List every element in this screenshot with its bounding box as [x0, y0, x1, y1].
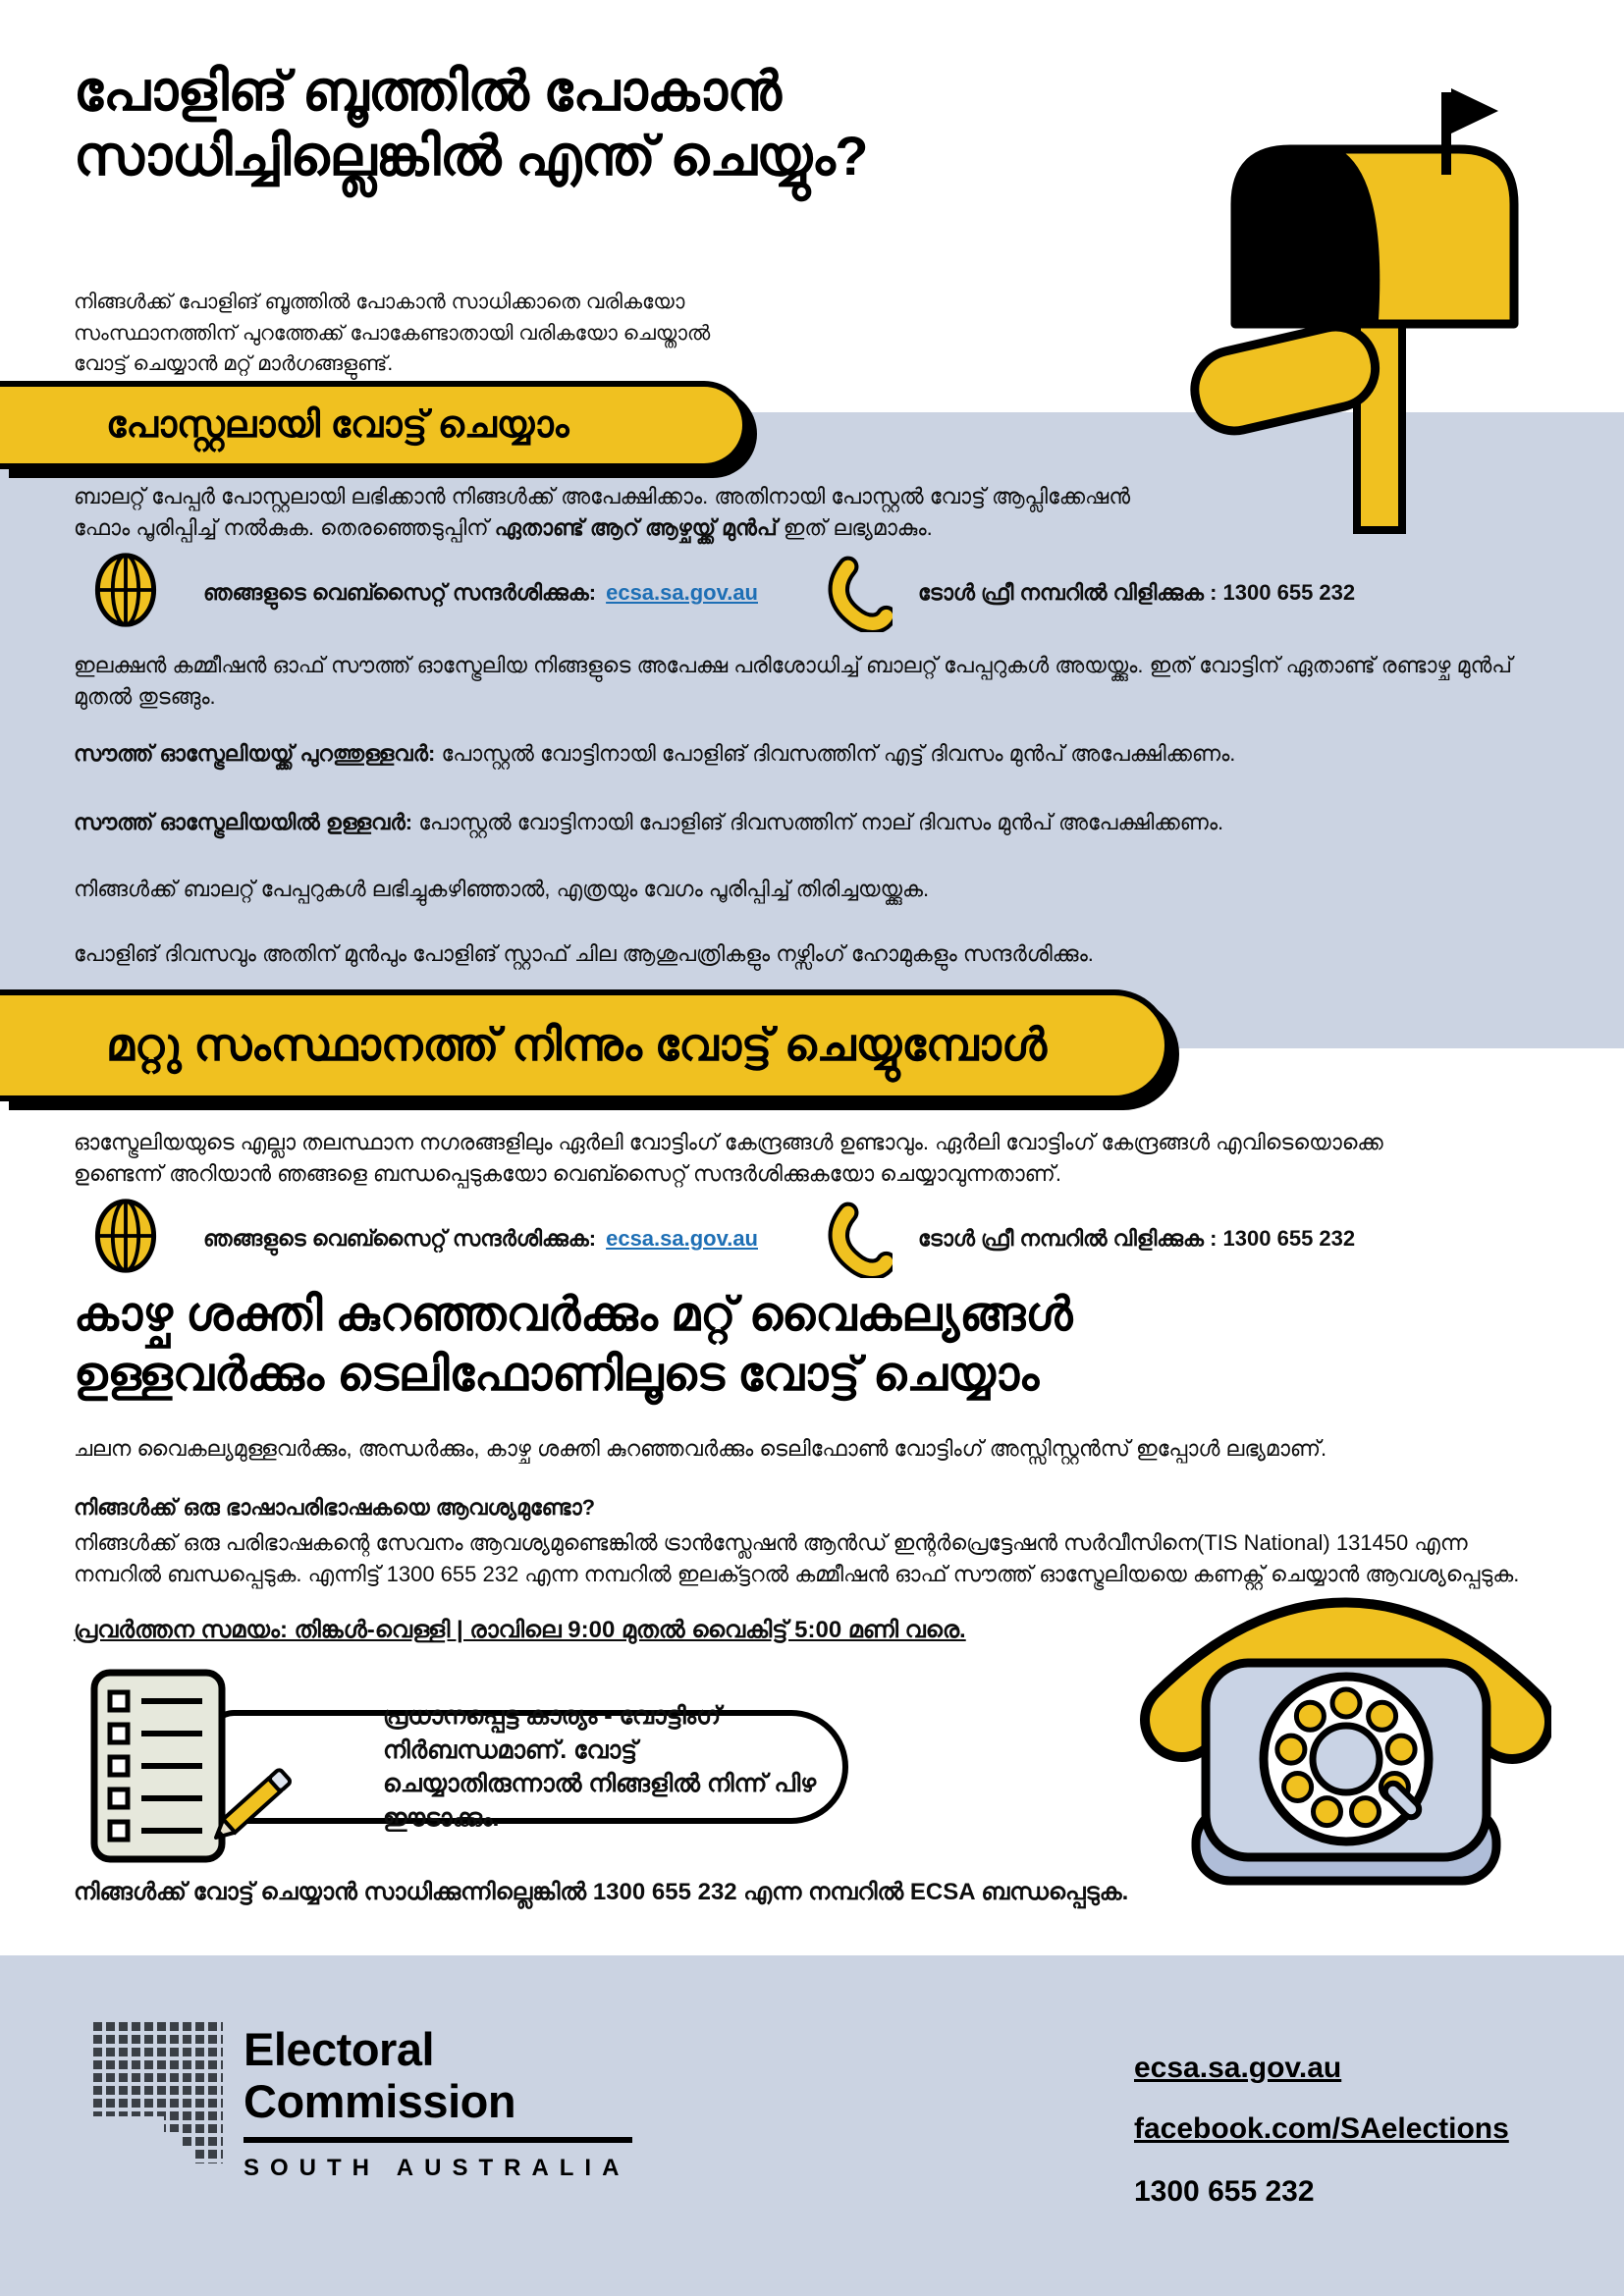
postal-p3-rest: പോസ്റ്റൽ വോട്ടിനായി പോളിങ് ദിവസത്തിന് എട്ട് ദിവസം മുൻപ് അപേക്ഷിക്കണം.	[435, 741, 1236, 766]
website-link[interactable]: ecsa.sa.gov.au	[606, 580, 758, 605]
postal-p1-bold-text: ഏതാണ്ട് ആറ് ആഴ്ചയ്ക്ക് മുൻപ്	[494, 514, 778, 540]
callout-text	[383, 1699, 842, 1835]
checklist-clipboard-icon	[90, 1669, 326, 1865]
postal-paragraph-6: പോളിങ് ദിവസവും അതിന് മുൻപും പോളിങ് സ്റ്റാഫ് ചില ആശുപത്രികളും നഴ്സിംഗ് ഹോമുകളും സന്ദർശിക്കും.	[74, 941, 1094, 966]
contact-row-postal	[93, 550, 1556, 636]
logo-commission: Commission	[244, 2074, 516, 2127]
mailbox-flag-pole	[1441, 92, 1451, 175]
page-title	[74, 59, 868, 187]
website-label	[203, 1226, 758, 1252]
footer-phone-number: 1300 655 232	[1134, 2175, 1315, 2208]
mailbox-flag-icon	[1451, 88, 1498, 133]
website-link[interactable]: ecsa.sa.gov.au	[606, 1226, 758, 1251]
south-australia-pixel-map-logo	[93, 2022, 229, 2164]
banner-postal-label: പോസ്റ്റലായി വോട്ട് ചെയ്യാം	[106, 403, 569, 446]
postal-p3-lead: സൗത്ത് ഓസ്ട്രേലിയയ്ക്ക് പുറത്തുള്ളവർ:	[74, 741, 436, 766]
website-label	[203, 580, 758, 606]
postal-paragraph-5: നിങ്ങൾക്ക് ബാലറ്റ് പേപ്പറുകൾ ലഭിച്ചുകഴിഞ്ഞാൽ, എത്രയും വേഗം പൂരിപ്പിച്ച് തിരിച്ചയയ്ക്കുക.	[74, 877, 930, 901]
banner-interstate-label: മറ്റു സംസ്ഥാനത്ത് നിന്നും വോട്ട് ചെയ്യുമ്പോൾ	[106, 1019, 1048, 1070]
postal-p4-rest: പോസ്റ്റൽ വോട്ടിനായി പോളിങ് ദിവസത്തിന് നാല് ദിവസം മുൻപ് അപേക്ഷിക്കണം.	[412, 810, 1224, 834]
website-label-text: ഞങ്ങളുടെ വെബ്സൈറ്റ് സന്ദർശിക്കുക:	[203, 580, 597, 605]
operating-hours: പ്രവർത്തന സമയം: തിങ്കൾ-വെള്ളി | രാവിലെ 9:00 മുതൽ വൈകിട്ട് 5:00 മണി വരെ.	[74, 1617, 966, 1643]
globe-icon	[93, 1196, 158, 1276]
tollfree-label: ടോൾ ഫ്രീ നമ്പറിൽ വിളിക്കുക : 1300 655 232	[918, 580, 1356, 605]
globe-icon	[93, 550, 158, 630]
postal-paragraph-4	[74, 807, 1556, 838]
interpreter-question: നിങ്ങൾക്ക് ഒരു ഭാഷാപരിഭാഷകയെ ആവശ്യമുണ്ടോ?	[74, 1495, 596, 1520]
phone-handset-icon	[828, 1200, 893, 1278]
postal-p1-text: ബാലറ്റ് പേപ്പർ പോസ്റ്റലായി ലഭിക്കാൻ നിങ്ങൾക്ക് അപേക്ഷിക്കാം. അതിനായി പോസ്റ്റൽ വോട്ട് ആപ്ലിക്കേഷൻ ഫോം പൂരിപ്പിച്ച് നൽകുക. തെരഞ്ഞെടുപ്പിന്	[74, 484, 1131, 540]
logo-electoral: Electoral	[244, 2023, 435, 2075]
postal-paragraph-2: ഇലക്ഷൻ കമ്മീഷൻ ഓഫ് സൗത്ത് ഓസ്ട്രേലിയ നിങ്ങളുടെ അപേക്ഷ പരിശോധിച്ച് ബാലറ്റ് പേപ്പറുകൾ അയയ്ക്കും. ഇത് വോട്ടിന് ഏതാണ്ട് രണ്ടാഴ്ച മുൻപ് മുതൽ തുടങ്ങും.	[74, 653, 1513, 709]
electoral-commission-logo	[244, 2024, 632, 2182]
cannot-vote-note: നിങ്ങൾക്ക് വോട്ട് ചെയ്യാൻ സാധിക്കുന്നില്ലെങ്കിൽ 1300 655 232 എന്ന നമ്പറിൽ ECSA ബന്ധപ്പെടുക.	[74, 1879, 1129, 1905]
logo-south-australia: SOUTH AUSTRALIA	[244, 2155, 630, 2182]
interstate-paragraph: ഓസ്ട്രേലിയയുടെ എല്ലാ തലസ്ഥാന നഗരങ്ങളിലും ഏർലി വോട്ടിംഗ് കേന്ദ്രങ്ങൾ ഉണ്ടാവും. ഏർലി വോട്ടിംഗ് കേന്ദ്രങ്ങൾ എവിടെയൊക്കെ ഉണ്ടെന്ന് അറിയാൻ ഞങ്ങളെ ബന്ധപ്പെടുകയോ വെബ്സൈറ്റ് സന്ദർശിക്കുകയോ ചെയ്യാവുന്നതാണ്.	[74, 1130, 1383, 1186]
telephone-voting-heading-line1: കാഴ്ച ശക്തി കുറഞ്ഞവർക്കും മറ്റ് വൈകല്യങ്ങൾ	[74, 1289, 1073, 1341]
section-banner-interstate-voting	[0, 989, 1170, 1101]
section-banner-postal-voting	[0, 381, 748, 469]
page-title-line2: സാധിച്ചില്ലെങ്കിൽ എന്ത് ചെയ്യും?	[74, 124, 868, 187]
telephone-voting-heading-line2: ഉള്ളവർക്കും ടെലിഫോണിലൂടെ വോട്ട് ചെയ്യാം	[74, 1348, 1040, 1401]
postal-paragraph-3	[74, 738, 1556, 770]
page-title-line1: പോളിങ് ബൂത്തിൽ പോകാൻ	[74, 60, 782, 122]
footer-facebook-link[interactable]: facebook.com/SAelections	[1134, 2112, 1509, 2145]
rotary-telephone-illustration	[1139, 1573, 1551, 1898]
intro-text: നിങ്ങൾക്ക് പോളിങ് ബൂത്തിൽ പോകാൻ സാധിക്കാതെ വരികയോ സംസ്ഥാനത്തിന് പുറത്തേക്ക് പോകേണ്ടാതായി വരികയോ ചെയ്താൽ വോട്ട് ചെയ്യാൻ മറ്റ് മാർഗങ്ങളുണ്ട്.	[74, 291, 711, 375]
postal-p4-lead: സൗത്ത് ഓസ്ട്രേലിയയിൽ ഉള്ളവർ:	[74, 810, 413, 834]
telephone-voting-heading	[74, 1286, 1072, 1406]
telephone-voting-paragraph-1: ചലന വൈകല്യമുള്ളവർക്കും, അന്ധർക്കും, കാഴ്ച ശക്തി കുറഞ്ഞവർക്കും ടെലിഫോൺ വോട്ടിംഗ് അസ്സിസ്റ്റൻസ് ഇപ്പോൾ ലഭ്യമാണ്.	[74, 1436, 1327, 1461]
mailbox-opening	[1238, 153, 1380, 320]
phone-handset-icon	[828, 554, 893, 632]
website-label-text: ഞങ്ങളുടെ വെബ്സൈറ്റ് സന്ദർശിക്കുക:	[203, 1226, 597, 1251]
callout-line2: ചെയ്യാതിരുന്നാൽ നിങ്ങളിൽ നിന്ന് പിഴ ഈടാക്കും.	[383, 1770, 817, 1832]
contact-row-interstate	[93, 1196, 1556, 1282]
postal-paragraph-1	[74, 481, 1183, 544]
footer-website-link[interactable]: ecsa.sa.gov.au	[1134, 2052, 1342, 2084]
logo-rule	[244, 2137, 632, 2143]
rotary-dial-center	[1313, 1726, 1380, 1792]
mailbox-illustration	[1127, 77, 1551, 543]
tollfree-label: ടോൾ ഫ്രീ നമ്പറിൽ വിളിക്കുക : 1300 655 232	[918, 1226, 1356, 1251]
callout-line1: പ്രധാനപ്പെട്ട കാര്യം - വോട്ടിംഗ് നിർബന്ധമാണ്. വോട്ട്	[383, 1702, 722, 1764]
telephone-voting-paragraph-2: നിങ്ങൾക്ക് ഒരു പരിഭാഷകന്റെ സേവനം ആവശ്യമുണ്ടെങ്കിൽ ട്രാൻസ്ലേഷൻ ആൻഡ് ഇന്റർപ്രെട്ടേഷൻ സർവീസിനെ(TIS National) 131450 എന്ന നമ്പറിൽ ബന്ധപ്പെടുക. എന്നിട്ട് 1300 655 232 എന്ന നമ്പറിൽ ഇലക്ട്ടറൽ കമ്മീഷൻ ഓഫ് സൗത്ത് ഓസ്ട്രേലിയയെ കണക്റ്റ് ചെയ്യാൻ ആവശ്യപ്പെടുക.	[74, 1530, 1520, 1586]
postal-p1-tail-text: ഇത് ലഭ്യമാകും.	[777, 514, 933, 540]
